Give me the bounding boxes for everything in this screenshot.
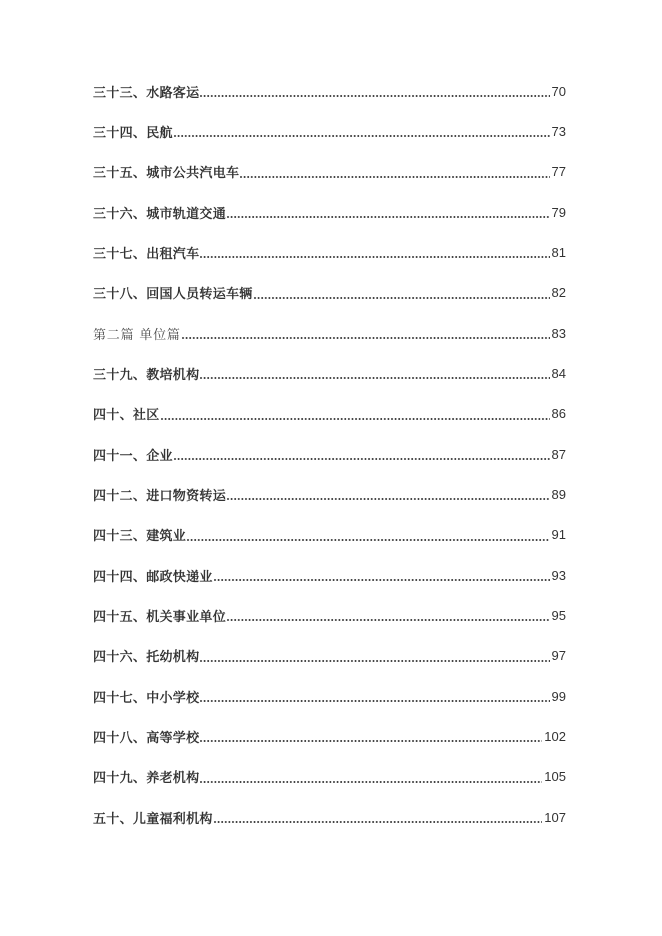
toc-page-number: 86: [551, 406, 566, 422]
dot-leader: [200, 740, 542, 742]
toc-entry-title: 四十七、中小学校: [93, 689, 200, 705]
dot-leader: [200, 660, 549, 662]
toc-entry-title: 四十、社区: [93, 407, 160, 423]
toc-page-number: 84: [551, 365, 566, 381]
toc-entry-title: 三十四、民航: [93, 124, 173, 140]
toc-page-number: 97: [551, 648, 566, 664]
toc-page-number: 82: [551, 285, 566, 301]
dot-leader: [254, 297, 550, 299]
toc-page-number: 105: [544, 769, 566, 785]
dot-leader: [182, 337, 550, 339]
toc-page-number: 95: [551, 607, 566, 623]
dot-leader: [200, 700, 549, 702]
dot-leader: [161, 418, 550, 420]
toc-entry-title: 第二篇 单位篇: [93, 327, 181, 343]
toc-page-number: 87: [551, 446, 566, 462]
toc-entry-row[interactable]: [93, 353, 566, 393]
toc-section-row[interactable]: [93, 313, 566, 353]
toc-entry-row[interactable]: [93, 232, 566, 272]
toc-entry-title: 四十八、高等学校: [93, 729, 200, 745]
toc-entry-title: 四十九、养老机构: [93, 770, 200, 786]
toc-entry-row[interactable]: [93, 192, 566, 232]
toc-page-number: 81: [551, 244, 566, 260]
dot-leader: [240, 176, 549, 178]
toc-entry-title: 四十二、进口物资转运: [93, 487, 227, 503]
dot-leader: [227, 498, 550, 500]
toc-entry-row[interactable]: [93, 434, 566, 474]
dot-leader: [214, 821, 543, 823]
dot-leader: [227, 216, 550, 218]
toc-entry-title: 四十四、邮政快递业: [93, 568, 213, 584]
toc-entry-row[interactable]: [93, 474, 566, 514]
toc-entry-row[interactable]: [93, 716, 566, 756]
toc-page-number: 89: [551, 486, 566, 502]
dot-leader: [174, 458, 550, 460]
toc-entry-row[interactable]: [93, 555, 566, 595]
table-of-contents: [93, 71, 566, 837]
toc-entry-row[interactable]: [93, 595, 566, 635]
toc-entry-title: 三十八、回国人员转运车辆: [93, 286, 253, 302]
toc-entry-title: 四十一、企业: [93, 447, 173, 463]
dot-leader: [200, 95, 549, 97]
toc-entry-title: 四十六、托幼机构: [93, 649, 200, 665]
toc-page-number: 79: [551, 204, 566, 220]
toc-entry-row[interactable]: [93, 676, 566, 716]
toc-entry-title: 四十三、建筑业: [93, 528, 187, 544]
toc-entry-title: 三十五、城市公共汽电车: [93, 165, 240, 181]
dot-leader: [200, 256, 549, 258]
toc-entry-row[interactable]: [93, 636, 566, 676]
toc-page-number: 73: [551, 123, 566, 139]
toc-entry-row[interactable]: [93, 273, 566, 313]
toc-entry-title: 四十五、机关事业单位: [93, 608, 227, 624]
toc-entry-row[interactable]: [93, 515, 566, 555]
toc-entry-title: 五十、儿童福利机构: [93, 810, 213, 826]
toc-entry-title: 三十七、出租汽车: [93, 245, 200, 261]
dot-leader: [200, 781, 542, 783]
toc-page-number: 107: [544, 809, 566, 825]
toc-entry-row[interactable]: [93, 152, 566, 192]
toc-page-number: 77: [551, 164, 566, 180]
toc-entry-row[interactable]: [93, 757, 566, 797]
dot-leader: [187, 539, 549, 541]
toc-entry-row[interactable]: [93, 797, 566, 837]
toc-entry-row[interactable]: [93, 71, 566, 111]
dot-leader: [200, 377, 549, 379]
toc-entry-title: 三十九、教培机构: [93, 366, 200, 382]
toc-page-number: 99: [551, 688, 566, 704]
toc-entry-row[interactable]: [93, 111, 566, 151]
toc-entry-title: 三十三、水路客运: [93, 84, 200, 100]
toc-page-number: 83: [551, 325, 566, 341]
toc-page-number: 102: [544, 728, 566, 744]
toc-page-number: 91: [551, 527, 566, 543]
dot-leader: [174, 135, 550, 137]
toc-page-number: 93: [551, 567, 566, 583]
dot-leader: [214, 579, 550, 581]
dot-leader: [227, 619, 550, 621]
toc-entry-title: 三十六、城市轨道交通: [93, 205, 227, 221]
toc-page-number: 70: [551, 83, 566, 99]
toc-entry-row[interactable]: [93, 394, 566, 434]
